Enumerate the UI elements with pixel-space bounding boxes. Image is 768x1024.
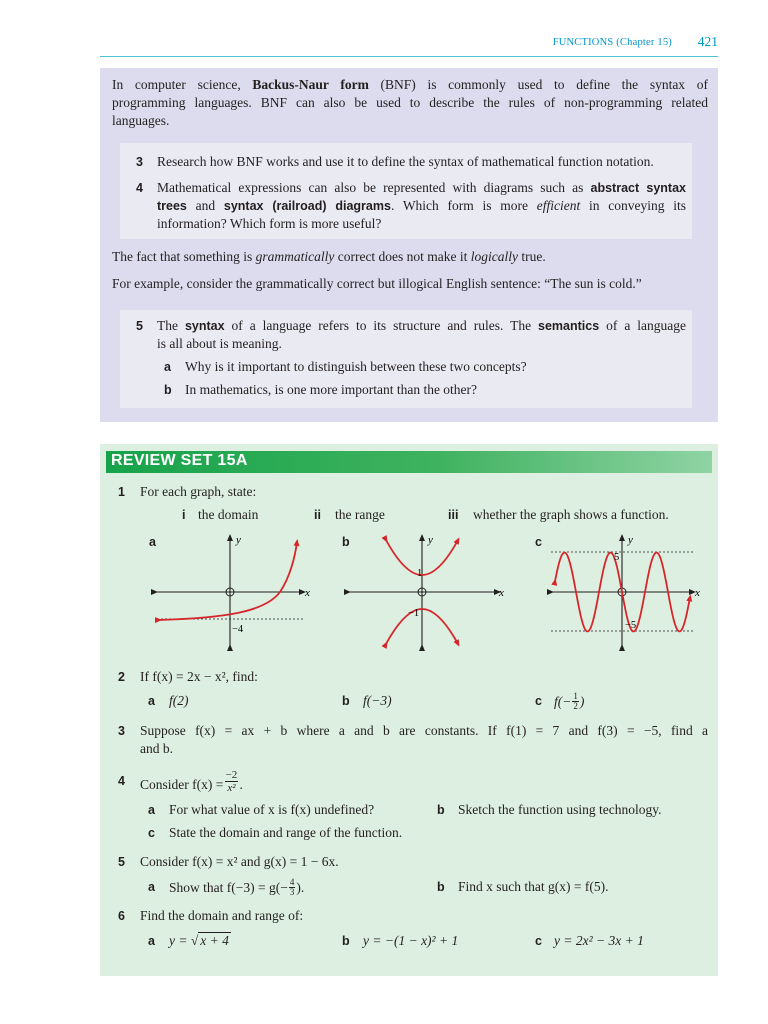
review-question-2: 2 If f(x) = 2x − x², find: [118,669,258,684]
question-4: 4 Mathematical expressions can also be represented with diagrams such as abstract syntax trees and syntax (railroad) diagrams. Which form is more efficient in conveying its information? Which form is more useful? [136,180,686,231]
review-set-banner [106,451,712,473]
lower-intercept-label: −1 [408,608,420,619]
y-axis-label: y [428,534,433,546]
q4-part-b: b Sketch the function using technology. [437,802,662,817]
fact-statement: The fact that something is grammatically correct does not make it logically true. [112,249,546,264]
graph-c-label: c [535,535,542,549]
graph-b-label: b [342,535,350,549]
q6-part-b: b y = −(1 − x)² + 1 [342,933,459,948]
review-question-3: 3 Suppose f(x) = ax + b where a and b are constants. If f(1) = 7 and f(3) = −5, find a and b. [118,723,708,756]
review-question-4: 4 Consider f(x) = $\frac{-2}{\text{x²}}$ . [118,769,243,794]
review-set-title: REVIEW SET 15A [111,452,248,469]
upper-intercept-label: 1 [417,568,423,579]
x-axis-label: x [499,587,504,599]
chapter-title: FUNCTIONS (Chapter 15) [552,37,672,48]
asymptote-label: −4 [232,624,244,635]
question-5b: b In mathematics, is one more important than the other? [164,382,478,397]
max-value-label: 5 [614,552,620,563]
q4-part-a: a For what value of x is f(x) undefined? [148,802,375,817]
q2-part-b: b f(−3) [342,693,392,708]
x-axis-label: x [695,587,700,599]
exponential-curve [159,542,297,620]
min-value-label: −5 [625,620,637,631]
q1-part-iii: iii whether the graph shows a function. [448,507,669,522]
question-3: 3 Research how BNF works and use it to define the syntax of mathematical function notation. [136,154,654,169]
page-header [100,36,718,57]
q5-part-b: b Find x such that g(x) = f(5). [437,879,609,894]
y-axis-label: y [236,534,241,546]
q5-part-a: a Show that f(−3) = g(− $\frac{4}{3}$ ). [148,877,305,897]
review-question-1: 1 For each graph, state: [118,484,257,499]
question-5a: a Why is it important to distinguish between these two concepts? [164,359,527,374]
q6-part-c: c y = 2x² − 3x + 1 [535,933,644,948]
graph-a [145,532,320,652]
graph-a-label: a [149,535,156,549]
question-5: 5 The syntax of a language refers to its structure and rules. The semantics of a language is all about is meaning. [136,318,686,351]
q4-part-c: c State the domain and range of the function. [148,825,403,840]
q2-part-c: c f(− $\frac{1}{2}$ ) [535,691,585,711]
review-question-5: 5 Consider f(x) = x² and g(x) = 1 − 6x. [118,854,339,869]
q2-part-a: a f(2) [148,693,189,708]
q1-part-ii: ii the range [314,507,385,522]
bnf-intro: In computer science, Backus-Naur form (BNF) is commonly used to define the syntax of programming languages. BNF can also be used to describe the rules of non-programming related languages. [112,77,708,128]
graph-b [338,532,513,652]
graph-c [545,532,710,652]
example-sentence: For example, consider the grammatically correct but illogical English sentence: “The sun is cold.” [112,276,642,291]
q1-part-i: i the domain [182,507,259,522]
page-number: 421 [697,34,718,49]
x-axis-label: x [305,587,310,599]
q6-part-a: a y = √ x + 4 [148,933,229,948]
y-axis-label: y [628,534,633,546]
review-question-6: 6 Find the domain and range of: [118,908,304,923]
